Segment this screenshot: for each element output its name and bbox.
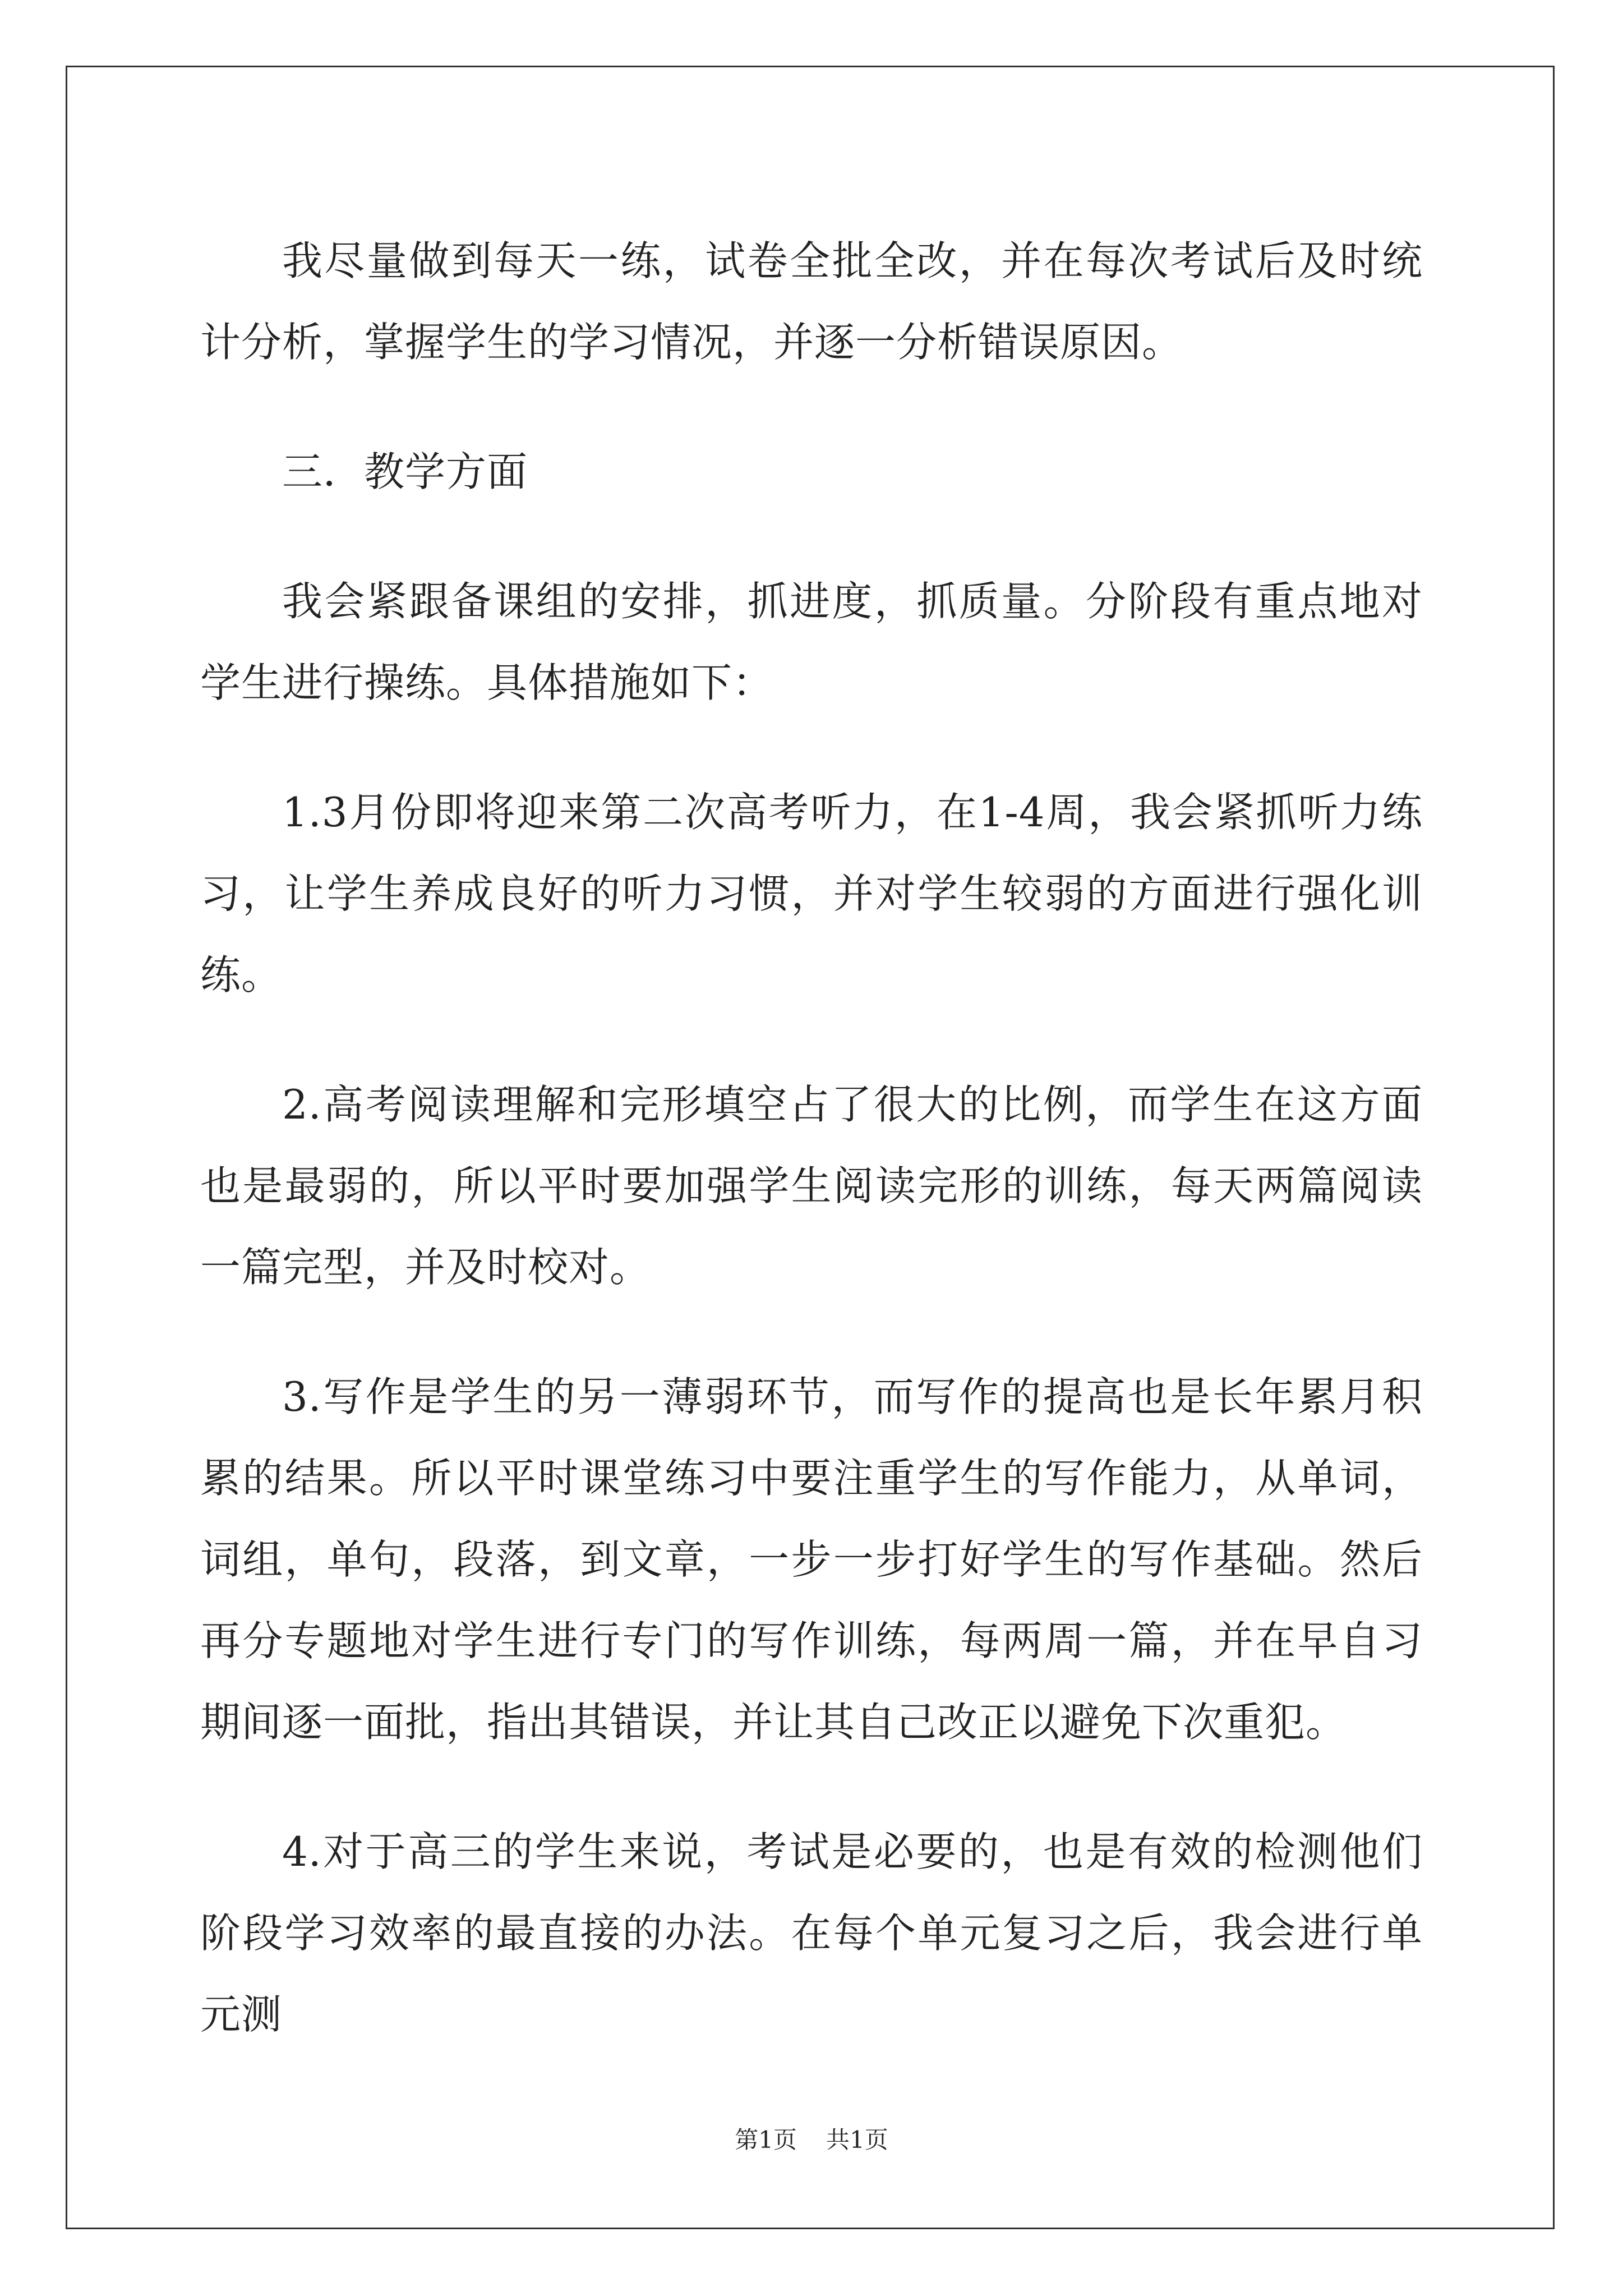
- paragraph-exams: 4.对于高三的学生来说，考试是必要的，也是有效的检测他们阶段学习效率的最直接的办法。在每个单元复习之后，我会进行单元测: [200, 1828, 1423, 2038]
- document-body: [200, 220, 1423, 2104]
- paragraph-listening: 1.3月份即将迎来第二次高考听力，在1-4周，我会紧抓听力练习，让学生养成良好的听力习惯，并对学生较弱的方面进行强化训练。: [200, 789, 1423, 999]
- page-footer: [0, 2123, 1623, 2157]
- paragraph-daily-practice: 我尽量做到每天一练，试卷全批全改，并在每次考试后及时统计分析，掌握学生的学习情况，并逐一分析错误原因。: [200, 237, 1423, 366]
- page-total: 共1页: [826, 2126, 888, 2154]
- section-heading-teaching: 三．教学方面: [282, 448, 528, 495]
- paragraph-reading: 2.高考阅读理解和完形填空占了很大的比例，而学生在这方面也是最弱的，所以平时要加强学生阅读完形的训练，每天两篇阅读一篇完型，并及时校对。: [200, 1081, 1423, 1291]
- paragraph-writing: 3.写作是学生的另一薄弱环节，而写作的提高也是长年累月积累的结果。所以平时课堂练习中要注重学生的写作能力，从单词，词组，单句，段落，到文章，一步一步打好学生的写作基础。然后再分专题地对学生进行专门的写作训练，每两周一篇，并在早自习期间逐一面批，指出其错误，并让其自己改正以避免下次重犯。: [200, 1373, 1423, 1746]
- paragraph-schedule: 我会紧跟备课组的安排，抓进度，抓质量。分阶段有重点地对学生进行操练。具体措施如下：: [200, 578, 1423, 706]
- page-number: 第1页: [735, 2126, 797, 2154]
